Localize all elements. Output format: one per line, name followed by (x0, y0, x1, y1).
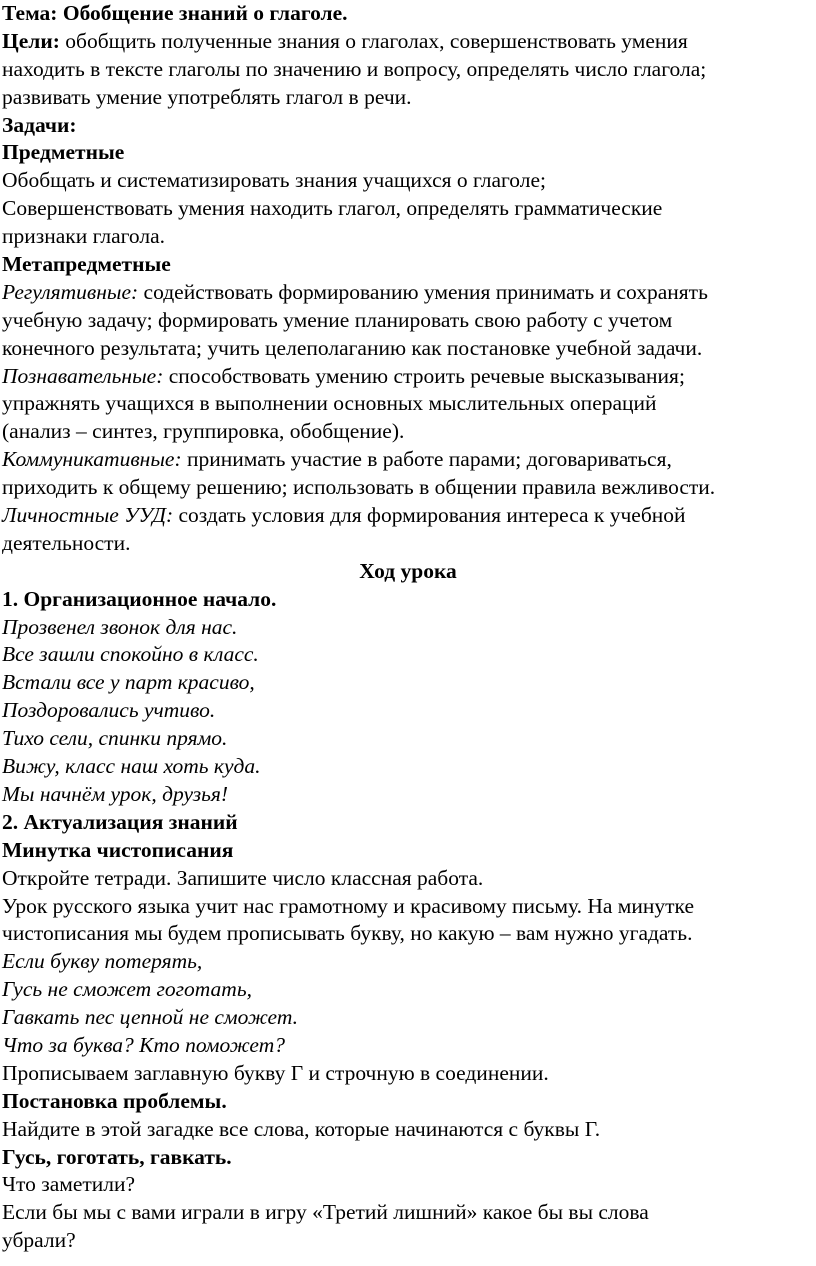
topic-line (2, 0, 814, 28)
problem-instruction: Найдите в этой загадке все слова, которые начинаются с буквы Г. (2, 1116, 601, 1141)
problem-question-2-line-1: Если бы мы с вами играли в игру «Третий лишний» какое бы вы слова (2, 1200, 649, 1225)
section2-line-3: чистописания мы будем прописывать букву, но какую – вам нужно угадать. (2, 921, 693, 946)
section1-heading: 1. Организационное начало. (2, 586, 277, 611)
goals-line-1 (2, 28, 814, 56)
meta-heading: Метапредметные (2, 252, 171, 277)
cognitive-label: Познавательные: (2, 363, 164, 388)
riddle-line: Гусь не сможет гоготать, (2, 977, 252, 1002)
regulatory-line-2: учебную задачу; формировать умение планировать свою работу с учетом (2, 307, 673, 332)
subject-line-2: Совершенствовать умения находить глагол, определять грамматические (2, 196, 663, 221)
subject-line-3: признаки глагола. (2, 224, 166, 249)
problem-question-2-line-2: убрали? (2, 1228, 76, 1253)
poem-line: Тихо сели, спинки прямо. (2, 726, 228, 751)
document-page (2, 0, 814, 1255)
tasks-heading: Задачи: (2, 112, 77, 137)
problem-question-1: Что заметили? (2, 1172, 136, 1197)
riddle-line: Гавкать пес цепной не сможет. (2, 1005, 298, 1030)
communicative-label: Коммуникативные: (2, 447, 182, 472)
goals-text-1: обобщить полученные знания о глаголах, совершенствовать умения (59, 28, 688, 53)
subject-heading: Предметные (2, 140, 125, 165)
riddle-line: Если букву потерять, (2, 949, 203, 974)
cognitive-line-1 (2, 363, 814, 391)
poem-line: Поздоровались учтиво. (2, 698, 216, 723)
after-riddle-line: Прописываем заглавную букву Г и строчную в соединении. (2, 1060, 549, 1085)
communicative-line-1 (2, 446, 814, 474)
section2-line-2: Урок русского языка учит нас грамотному и красивому письму. На минутке (2, 893, 695, 918)
calligraphy-heading: Минутка чистописания (2, 837, 234, 862)
personal-line-1 (2, 502, 814, 530)
topic-text: Обобщение знаний о глаголе. (57, 1, 348, 25)
poem-line: Все зашли спокойно в класс. (2, 642, 259, 667)
communicative-text-1: принимать участие в работе парами; договариваться, (181, 447, 672, 472)
communicative-line-2: приходить к общему решению; использовать в общении правила вежливости. (2, 475, 716, 500)
poem-line: Встали все у парт красиво, (2, 670, 255, 695)
personal-label: Личностные УУД: (2, 503, 174, 528)
poem-line: Мы начнём урок, друзья! (2, 781, 229, 806)
cognitive-text-1: способствовать умению строить речевые высказывания; (163, 363, 685, 388)
personal-line-2: деятельности. (2, 530, 131, 555)
goals-line-3: развивать умение употреблять глагол в речи. (2, 84, 412, 109)
regulatory-text-1: содействовать формированию умения принимать и сохранять (138, 279, 708, 304)
problem-heading: Постановка проблемы. (2, 1088, 227, 1113)
regulatory-line-1 (2, 279, 814, 307)
subject-line-1: Обобщать и систематизировать знания учащихся о глаголе; (2, 168, 546, 193)
regulatory-line-3: конечного результата; учить целеполаганию как постановке учебной задачи. (2, 335, 703, 360)
poem-line: Вижу, класс наш хоть куда. (2, 754, 261, 779)
personal-text-1: создать условия для формирования интереса к учебной (173, 503, 686, 528)
goals-label: Цели: (2, 28, 60, 53)
poem-line: Прозвенел звонок для нас. (2, 614, 238, 639)
section2-heading: 2. Актуализация знаний (2, 809, 238, 834)
topic-label: Тема: (2, 1, 58, 25)
section2-line-1: Откройте тетради. Запишите число классная работа. (2, 865, 484, 890)
riddle-line: Что за буква? Кто поможет? (2, 1032, 285, 1057)
lesson-heading: Ход урока (359, 558, 457, 583)
problem-answer: Гусь, гоготать, гавкать. (2, 1144, 232, 1169)
goals-line-2: находить в тексте глаголы по значению и вопросу, определять число глагола; (2, 56, 707, 81)
regulatory-label: Регулятивные: (2, 279, 139, 304)
cognitive-line-2: упражнять учащихся в выполнении основных мыслительных операций (2, 391, 657, 416)
cognitive-line-3: (анализ – синтез, группировка, обобщение). (2, 419, 405, 444)
